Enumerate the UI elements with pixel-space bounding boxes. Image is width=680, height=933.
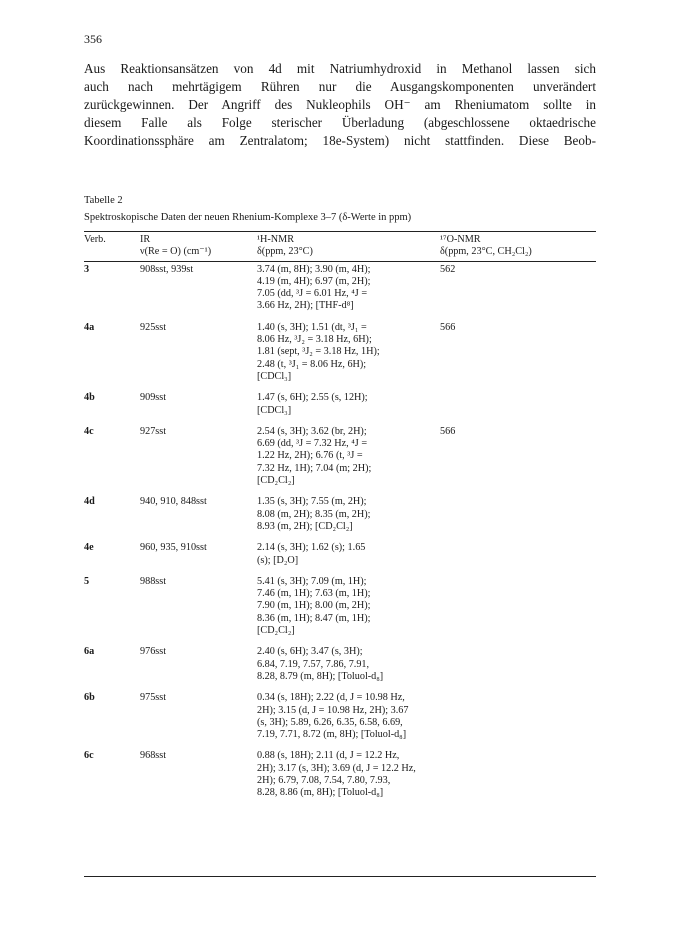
hnmr-line: 1.81 (sept, ³J₂ = 3.18 Hz, 1H); bbox=[257, 346, 380, 358]
table-row bbox=[84, 320, 596, 390]
hnmr-line: 7.46 (m, 1H); 7.63 (m, 1H); bbox=[257, 588, 371, 600]
cell-verb: 4c bbox=[84, 425, 94, 437]
cell-verb: 6b bbox=[84, 692, 95, 704]
cell-ir: 960, 935, 910sst bbox=[140, 542, 207, 554]
cell-onmr bbox=[440, 690, 596, 748]
cell-verb: 4a bbox=[84, 321, 95, 333]
hnmr-line: 3.66 Hz, 2H); [THF-d⁸] bbox=[257, 300, 354, 312]
cell-ir: 988sst bbox=[140, 575, 167, 587]
header-hnmr-line2: δ(ppm, 23°C) bbox=[257, 246, 313, 258]
intro-line: Aus Reaktionsansätzen von 4d mit Natriumhydroxid in Methanol lassen sich bbox=[84, 61, 596, 76]
table-title: Spektroskopische Daten der neuen Rhenium-Komplexe 3–7 (δ-Werte in ppm) bbox=[84, 212, 412, 223]
hnmr-line: 8.28, 8.86 (m, 8H); [Toluol-d₈] bbox=[257, 787, 384, 799]
table-row bbox=[84, 262, 596, 320]
header-hnmr-line1: ¹H-NMR bbox=[257, 234, 295, 245]
intro-line: zurückgewinnen. Der Angriff des Nukleophils OH⁻ am Rheniumatom sollte in bbox=[84, 97, 596, 112]
cell-onmr bbox=[440, 644, 596, 690]
cell-hnmr bbox=[257, 320, 440, 390]
cell-hnmr bbox=[257, 262, 440, 320]
hnmr-line: 1.35 (s, 3H); 7.55 (m, 2H); bbox=[257, 496, 367, 508]
hnmr-line: 1.47 (s, 6H); 2.55 (s, 12H); bbox=[257, 392, 368, 404]
intro-line: Koordinationssphäre am Zentralatom; 18e-System) nicht stattfinden. Diese Beob- bbox=[84, 133, 596, 148]
table-row bbox=[84, 390, 596, 424]
cell-ir: 909sst bbox=[140, 392, 167, 404]
cell-onmr bbox=[440, 748, 596, 806]
cell-hnmr bbox=[257, 390, 440, 424]
hnmr-line: 2H); 3.15 (d, J = 10.98 Hz, 2H); 3.67 bbox=[257, 704, 409, 716]
cell-onmr: 566 bbox=[440, 321, 456, 333]
cell-onmr bbox=[440, 494, 596, 540]
cell-hnmr bbox=[257, 494, 440, 540]
hnmr-line: 8.28, 8.79 (m, 8H); [Toluol-d₈] bbox=[257, 670, 384, 682]
hnmr-line: 1.40 (s, 3H); 1.51 (dt, ³J₁ = bbox=[257, 321, 367, 333]
table-row bbox=[84, 540, 596, 574]
cell-verb: 6a bbox=[84, 646, 95, 658]
cell-verb: 5 bbox=[84, 575, 90, 587]
cell-ir: 927sst bbox=[140, 425, 167, 437]
cell-hnmr bbox=[257, 644, 440, 690]
table-row bbox=[84, 424, 596, 494]
hnmr-line: [CD₂Cl₂] bbox=[257, 475, 295, 487]
hnmr-line: 7.05 (dd, ³J = 6.01 Hz, ⁴J = bbox=[257, 288, 368, 300]
table-bottom-rule bbox=[84, 876, 596, 877]
cell-ir: 925sst bbox=[140, 321, 167, 333]
hnmr-line: 2.14 (s, 3H); 1.62 (s); 1.65 bbox=[257, 542, 366, 554]
hnmr-line: 0.88 (s, 18H); 2.11 (d, J = 12.2 Hz, bbox=[257, 750, 400, 762]
cell-ir: 975sst bbox=[140, 692, 167, 704]
cell-hnmr bbox=[257, 574, 440, 644]
spectroscopy-table bbox=[84, 231, 596, 807]
header-onmr bbox=[440, 232, 596, 261]
hnmr-line: 6.69 (dd, ³J = 7.32 Hz, ⁴J = bbox=[257, 438, 368, 450]
hnmr-line: 2H); 6.79, 7.08, 7.54, 7.80, 7.93, bbox=[257, 774, 391, 786]
hnmr-line: 4.19 (m, 4H); 6.97 (m, 2H); bbox=[257, 275, 371, 287]
table-row bbox=[84, 644, 596, 690]
hnmr-line: [CDCl₃] bbox=[257, 370, 292, 382]
hnmr-line: 7.90 (m, 1H); 8.00 (m, 2H); bbox=[257, 600, 371, 612]
cell-onmr: 566 bbox=[440, 425, 456, 437]
table-row bbox=[84, 494, 596, 540]
hnmr-line: (s); [D₂O] bbox=[257, 554, 299, 566]
hnmr-line: 5.41 (s, 3H); 7.09 (m, 1H); bbox=[257, 575, 367, 587]
hnmr-line: 8.06 Hz, ³J₂ = 3.18 Hz, 6H); bbox=[257, 334, 372, 346]
hnmr-line: [CD₂Cl₂] bbox=[257, 625, 295, 637]
cell-hnmr bbox=[257, 424, 440, 494]
cell-onmr bbox=[440, 390, 596, 424]
header-ir-line1: IR bbox=[140, 234, 151, 245]
cell-onmr: 562 bbox=[440, 263, 456, 275]
header-onmr-line2: δ(ppm, 23°C, CH₂Cl₂) bbox=[440, 246, 532, 258]
cell-verb: 4d bbox=[84, 496, 95, 508]
cell-hnmr bbox=[257, 540, 440, 574]
table-header-row bbox=[84, 232, 596, 261]
hnmr-line: 7.19, 7.71, 8.72 (m, 8H); [Toluol-d₈] bbox=[257, 729, 407, 741]
intro-line: diesem Falle als Folge sterischer Überladung (abgeschlossene oktaedrische bbox=[84, 115, 596, 130]
header-onmr-line1: ¹⁷O-NMR bbox=[440, 234, 481, 245]
table-row bbox=[84, 748, 596, 806]
header-hnmr bbox=[257, 232, 440, 261]
cell-ir: 940, 910, 848sst bbox=[140, 496, 207, 508]
data-table bbox=[84, 232, 596, 807]
table-caption: Tabelle 2 bbox=[84, 195, 123, 206]
intro-paragraph bbox=[84, 60, 596, 150]
hnmr-line: 8.36 (m, 1H); 8.47 (m, 1H); bbox=[257, 612, 371, 624]
cell-ir: 968sst bbox=[140, 750, 167, 762]
cell-verb: 4e bbox=[84, 542, 94, 554]
hnmr-line: 7.32 Hz, 1H); 7.04 (m; 2H); bbox=[257, 462, 372, 474]
hnmr-line: 2.48 (t, ³J₁ = 8.06 Hz, 6H); bbox=[257, 358, 367, 370]
header-verb: Verb. bbox=[84, 234, 106, 245]
hnmr-line: 2.40 (s, 6H); 3.47 (s, 3H); bbox=[257, 646, 363, 658]
hnmr-line: 2.54 (s, 3H); 3.62 (br, 2H); bbox=[257, 425, 367, 437]
hnmr-line: 1.22 Hz, 2H); 6.76 (t, ³J = bbox=[257, 450, 363, 462]
hnmr-line: 6.84, 7.19, 7.57, 7.86, 7.91, bbox=[257, 658, 370, 670]
cell-onmr bbox=[440, 574, 596, 644]
table-row bbox=[84, 574, 596, 644]
hnmr-line: [CDCl₃] bbox=[257, 404, 292, 416]
header-ir-line2: ν(Re = O) (cm⁻¹) bbox=[140, 246, 212, 258]
header-ir bbox=[140, 232, 257, 261]
hnmr-line: 3.74 (m, 8H); 3.90 (m, 4H); bbox=[257, 263, 371, 275]
cell-verb: 6c bbox=[84, 750, 94, 762]
cell-onmr bbox=[440, 540, 596, 574]
intro-line: auch nach mehrtägigem Rühren nur die Ausgangskomponenten unverändert bbox=[84, 79, 596, 94]
table-row bbox=[84, 690, 596, 748]
table-body bbox=[84, 261, 596, 807]
hnmr-line: 8.08 (m, 2H); 8.35 (m, 2H); bbox=[257, 508, 371, 520]
cell-ir: 908sst, 939st bbox=[140, 263, 194, 275]
cell-ir: 976sst bbox=[140, 646, 167, 658]
hnmr-line: 2H); 3.17 (s, 3H); 3.69 (d, J = 12.2 Hz, bbox=[257, 762, 416, 774]
hnmr-line: 8.93 (m, 2H); [CD₂Cl₂] bbox=[257, 520, 353, 532]
cell-verb: 3 bbox=[84, 263, 90, 275]
hnmr-line: (s, 3H); 5.89, 6.26, 6.35, 6.58, 6.69, bbox=[257, 716, 403, 728]
cell-hnmr bbox=[257, 690, 440, 748]
page-number: 356 bbox=[84, 32, 102, 46]
cell-verb: 4b bbox=[84, 392, 95, 404]
hnmr-line: 0.34 (s, 18H); 2.22 (d, J = 10.98 Hz, bbox=[257, 692, 405, 704]
cell-hnmr bbox=[257, 748, 440, 806]
